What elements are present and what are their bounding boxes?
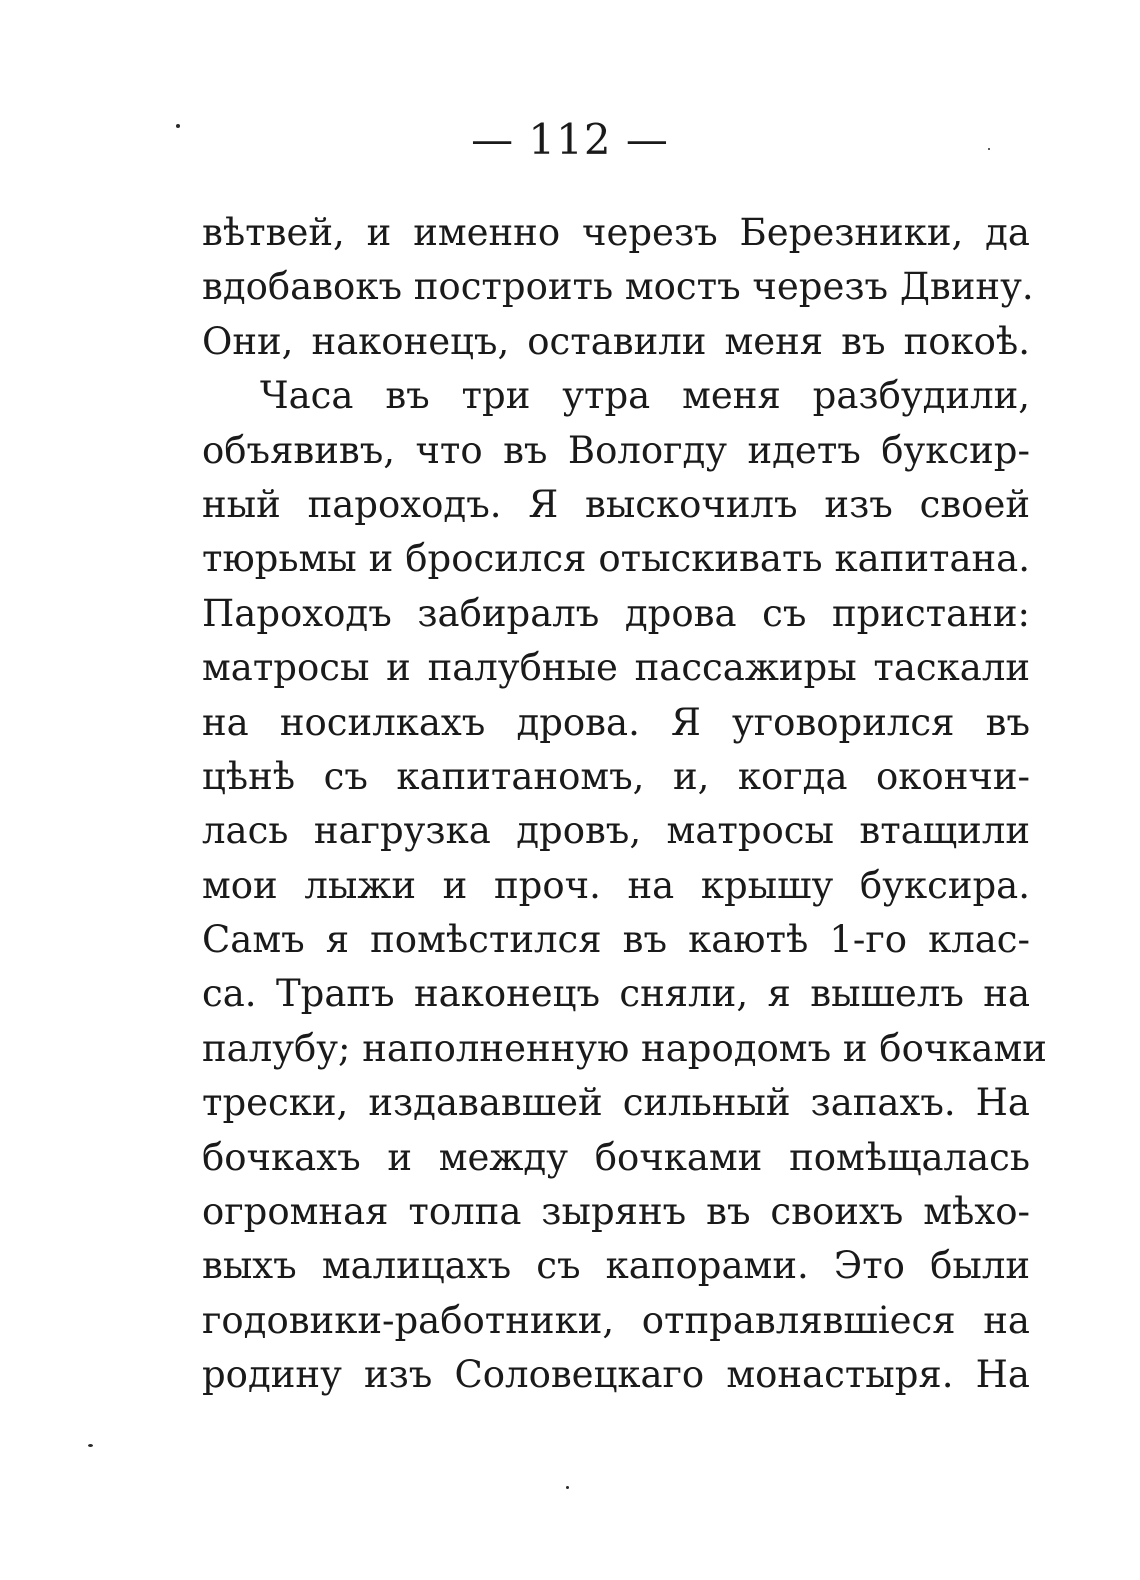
text-line: вѣтвей, и именно черезъ Березники, да [202, 211, 1030, 254]
text-line: на носилкахъ дрова. Я уговорился въ [202, 700, 1030, 744]
scan-speck [176, 124, 180, 128]
scan-speck [566, 1486, 569, 1489]
text-line: са. Трапъ наконецъ сняли, я вышелъ на [202, 972, 1030, 1016]
text-line: Они, наконецъ, оставили меня въ покоѣ. [202, 319, 1030, 363]
text-line: лась нагрузка дровъ, матросы втащили [202, 809, 1030, 853]
scan-speck [988, 148, 990, 150]
text-line: объявивъ, что въ Вологду идетъ буксир- [202, 428, 1030, 472]
text-line: ный пароходъ. Я выскочилъ изъ своей [202, 482, 1030, 526]
text-line: выхъ малицахъ съ капорами. Это были [202, 1244, 1030, 1288]
body-text [202, 206, 1047, 1403]
scan-speck [88, 1444, 93, 1447]
text-line: тюрьмы и бросился отыскивать капитана. [202, 537, 1030, 581]
text-line: Пароходъ забиралъ дрова съ пристани: [202, 591, 1030, 635]
text-line: матросы и палубные пассажиры таскали [202, 646, 1030, 690]
text-line: цѣнѣ съ капитаномъ, и, когда окончи- [202, 754, 1030, 798]
page-number: — 112 — [471, 115, 669, 164]
text-line: бочкахъ и между бочками помѣщалась [202, 1135, 1030, 1179]
text-line: палубу; наполненную народомъ и бочками [202, 1026, 1047, 1070]
text-line: родину изъ Соловецкаго монастыря. На [202, 1353, 1030, 1397]
text-line: вдобавокъ построить мостъ черезъ Двину. [202, 265, 1034, 309]
text-line: трески, издававшей сильный запахъ. На [202, 1081, 1030, 1125]
text-line: мои лыжи и проч. на крышу буксира. [202, 863, 1030, 907]
paragraph-first-line: Часа въ три утра меня разбудили, [260, 374, 1030, 418]
text-line: Самъ я помѣстился въ каютѣ 1-го клас- [202, 918, 1030, 962]
text-line: огромная толпа зырянъ въ своихъ мѣхо- [202, 1190, 1030, 1234]
text-line: годовики-работники, отправлявшіеся на [202, 1298, 1030, 1342]
